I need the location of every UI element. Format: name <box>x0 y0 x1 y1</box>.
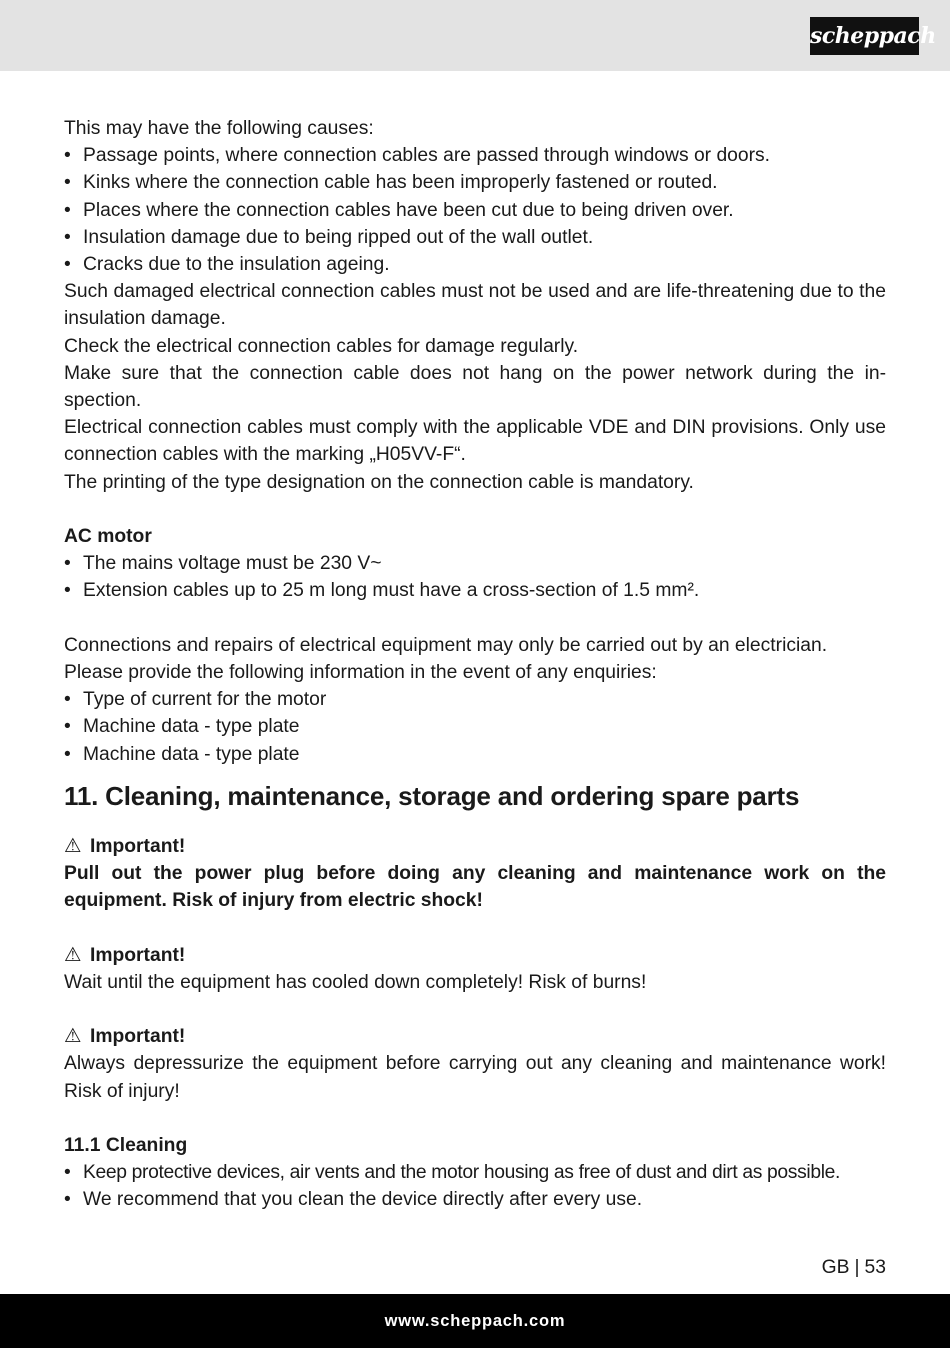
spacer <box>64 914 886 941</box>
cleaning-heading: 11.1 Cleaning <box>64 1135 188 1157</box>
bullet-icon: • <box>64 199 71 221</box>
damaged-cable-warning: Such damaged electrical connection cables must not be used and are life-threatening due to the insulation damage. <box>64 281 886 330</box>
bullet-icon: • <box>64 254 71 276</box>
list-item: • The mains voltage must be 230 V~ <box>64 550 886 577</box>
footer-bar <box>0 1294 950 1348</box>
depressurize-warning: Always depressurize the equipment before carrying out any cleaning and maintenance work! Risk of injury! <box>64 1053 886 1102</box>
list-item: • We recommend that you clean the device directly after every use. <box>64 1186 886 1213</box>
bullet-icon: • <box>64 226 71 248</box>
bullet-icon: • <box>64 716 71 738</box>
bullet-icon: • <box>64 172 71 194</box>
list-item: • Keep protective devices, air vents and the motor housing as free of dust and dirt as possible. <box>64 1159 886 1186</box>
list-item: • Type of current for the motor <box>64 686 886 713</box>
spacer <box>64 996 886 1023</box>
warning-triangle-icon: ⚠ <box>64 944 82 966</box>
ac-motor-heading: AC motor <box>64 526 152 548</box>
bullet-icon: • <box>64 1162 71 1184</box>
cleaning-list <box>64 1159 886 1213</box>
section-11-title: 11. Cleaning, maintenance, storage and ordering spare parts <box>64 780 800 811</box>
warning-triangle-icon: ⚠ <box>64 1026 82 1048</box>
language-code: GB <box>821 1257 850 1278</box>
page-number <box>822 1254 886 1281</box>
bullet-icon: • <box>64 1189 71 1211</box>
causes-intro: This may have the following causes: <box>64 118 374 139</box>
list-item: • Machine data - type plate <box>64 741 886 768</box>
check-regularly-text: Check the electrical connection cables for damage regularly. <box>64 335 579 357</box>
bullet-icon: • <box>64 553 71 575</box>
bullet-icon: • <box>64 580 71 602</box>
list-item: • Places where the connection cables have been cut due to being driven over. <box>64 197 886 224</box>
list-item: • Insulation damage due to being ripped out of the wall outlet. <box>64 224 886 251</box>
bullet-icon: • <box>64 145 71 167</box>
cooling-warning: Wait until the equipment has cooled down completely! Risk of burns! <box>64 971 647 993</box>
causes-list <box>64 142 886 278</box>
spacer <box>64 1105 886 1132</box>
important-label: ⚠ Important! <box>64 942 886 969</box>
enquiries-intro: Please provide the following information in the event of any enquiries: <box>64 662 657 684</box>
important-label: ⚠ Important! <box>64 1023 886 1050</box>
spacer <box>64 496 886 523</box>
printing-mandatory-text: The printing of the type designation on the connection cable is mandatory. <box>64 471 694 493</box>
page-separator: | <box>854 1257 860 1278</box>
page-content <box>64 115 886 1214</box>
important-label: ⚠ Important! <box>64 833 886 860</box>
page-number-value: 53 <box>864 1257 886 1278</box>
list-item: • Machine data - type plate <box>64 713 886 740</box>
vde-din-note: Electrical connection cables must comply with the applicable VDE and DIN provisions. Only use connection cables with the marking „H05VV-F“. <box>64 417 886 466</box>
list-item: • Passage points, where connection cables are passed through windows or doors. <box>64 142 886 169</box>
list-item: • Cracks due to the insulation ageing. <box>64 251 886 278</box>
cable-hang-note: Make sure that the connection cable does not hang on the power network during the in-spection. <box>64 362 886 412</box>
website-url: www.scheppach.com <box>384 1312 566 1330</box>
header-bar <box>0 0 950 71</box>
bullet-icon: • <box>64 743 71 765</box>
brand-logo: scheppach <box>810 17 919 55</box>
ac-motor-list <box>64 550 886 604</box>
list-item: • Extension cables up to 25 m long must have a cross-section of 1.5 mm². <box>64 577 886 604</box>
electrician-note: Connections and repairs of electrical equipment may only be carried out by an electrician. <box>64 634 828 656</box>
warning-triangle-icon: ⚠ <box>64 835 82 857</box>
list-item: • Kinks where the connection cable has been improperly fastened or routed. <box>64 169 886 196</box>
power-plug-warning: Pull out the power plug before doing any cleaning and maintenance work on the equipment. Risk of injury from electric shock! <box>64 863 886 912</box>
enquiries-list <box>64 686 886 768</box>
spacer <box>64 605 886 632</box>
bullet-icon: • <box>64 689 71 711</box>
